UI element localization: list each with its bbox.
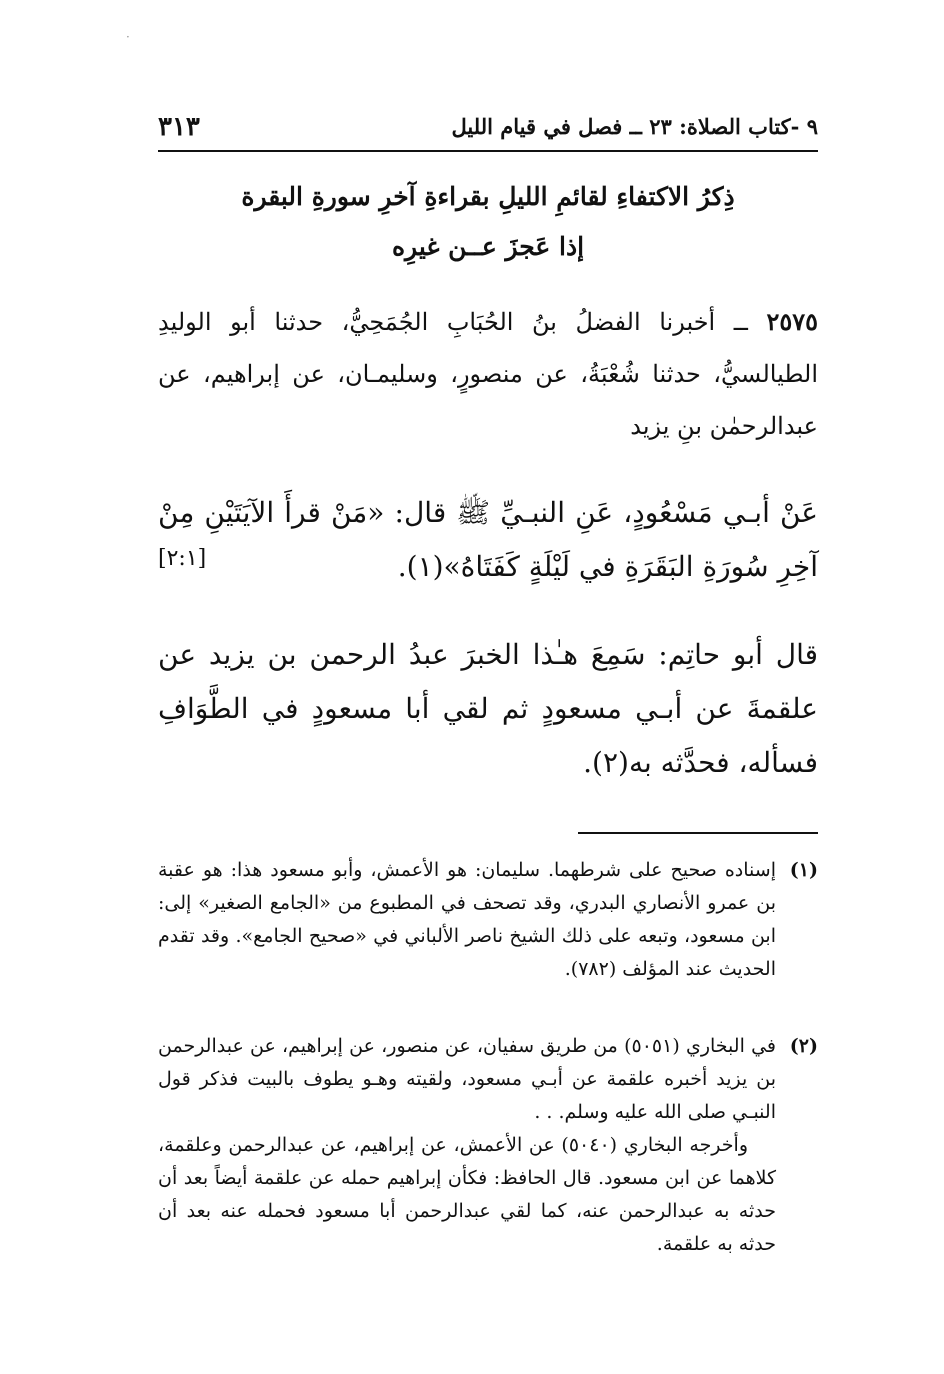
footnote-marker: (١) [789,859,818,881]
matn-text: عَنْ أبـي مَسْعُودٍ، عَنِ النبـيِّ ﷺ قال: «مَنْ قرأَ الآيَتَيْنِ مِنْ آخِرِ سُورَةِ البَقَرَةِ في لَيْلَةٍ كَفَتَاهُ»(١). [158,496,818,583]
header-title: ٩ -كتاب الصلاة: ٢٣ ــ فصل في قيام الليل [451,114,818,139]
footnote-2 [158,1030,818,1261]
page-number: ٣١٣ [158,112,200,142]
running-header [158,112,818,144]
isnad-text: ــ أخبرنا الفضلُ بنُ الحُبَابِ الجُمَحِيُّ، حدثنا أبو الوليدِ الطيالسيُّ، حدثنا شُعْبَةُ، عن منصورٍ، وسليمـان، عن إبراهيم، عن عبدالرحمٰن بنِ يزيد [158,308,818,440]
scan-speck: · [126,30,130,44]
abu-hatim-comment: قال أبو حاتِم: سَمِعَ هـٰذا الخبرَ عبدُ الرحمن بن يزيد عن علقمةَ عن أبـي مسعودٍ ثم لقي أبا مسعودٍ في الطَّوَافِ فسأله، فحدَّثه به(٢). [158,638,818,779]
footnote-text-continued: وأخرجه البخاري (٥٠٤٠) عن الأعمش، عن إبراهيم، عن عبدالرحمن وعلقمة، كلاهما عن ابن مسعود. قال الحافظ: فكأن إبراهيم حمله عن علقمة أيضاً بعد أن حدثه به عبدالرحمن عنه، كما لقي عبدالرحمن أبا مسعود فحمله عنه بعد أن حدثه به علقمة. [158,1134,776,1255]
hadith-matn [158,486,818,594]
footnote-separator [578,832,818,834]
footnote-1 [158,854,818,986]
footnote-marker: (٢) [789,1035,818,1057]
chapter-heading [158,172,818,272]
footnote-text: إسناده صحيح على شرطهما. سليمان: هو الأعمش، وأبو مسعود هذا: هو عقبة بن عمرو الأنصاري البدري، وقد تصحف في المطبوع من «الجامع الصغير» إلى: ابن مسعود، وتبعه على ذلك الشيخ ناصر الألباني في «صحيح الجامع». وقد تقدم الحديث عند المؤلف (٧٨٢). [158,859,776,980]
chapter-title-line-2: إذا عَجزَ عــن غيرِه [391,232,585,261]
hadith-number: ٢٥٧٥ [766,307,818,336]
hadith-reference: [٢:١] [158,546,207,571]
footnote-text: في البخاري (٥٠٥١) من طريق سفيان، عن منصور، عن إبراهيم، عن عبدالرحمن بن يزيد أخبره علقمة عن أبـي مسعود، ولقيته وهـو يطوف بالبيت فذكر قول النبـي صلى الله عليه وسلم. . . [158,1035,776,1123]
header-rule [158,150,818,152]
hadith-isnad [158,296,818,452]
chapter-title-line-1: ذِكرُ الاكتفاءِ لقائمِ الليلِ بقراءةِ آخرِ سورةِ البقرة [241,182,735,211]
